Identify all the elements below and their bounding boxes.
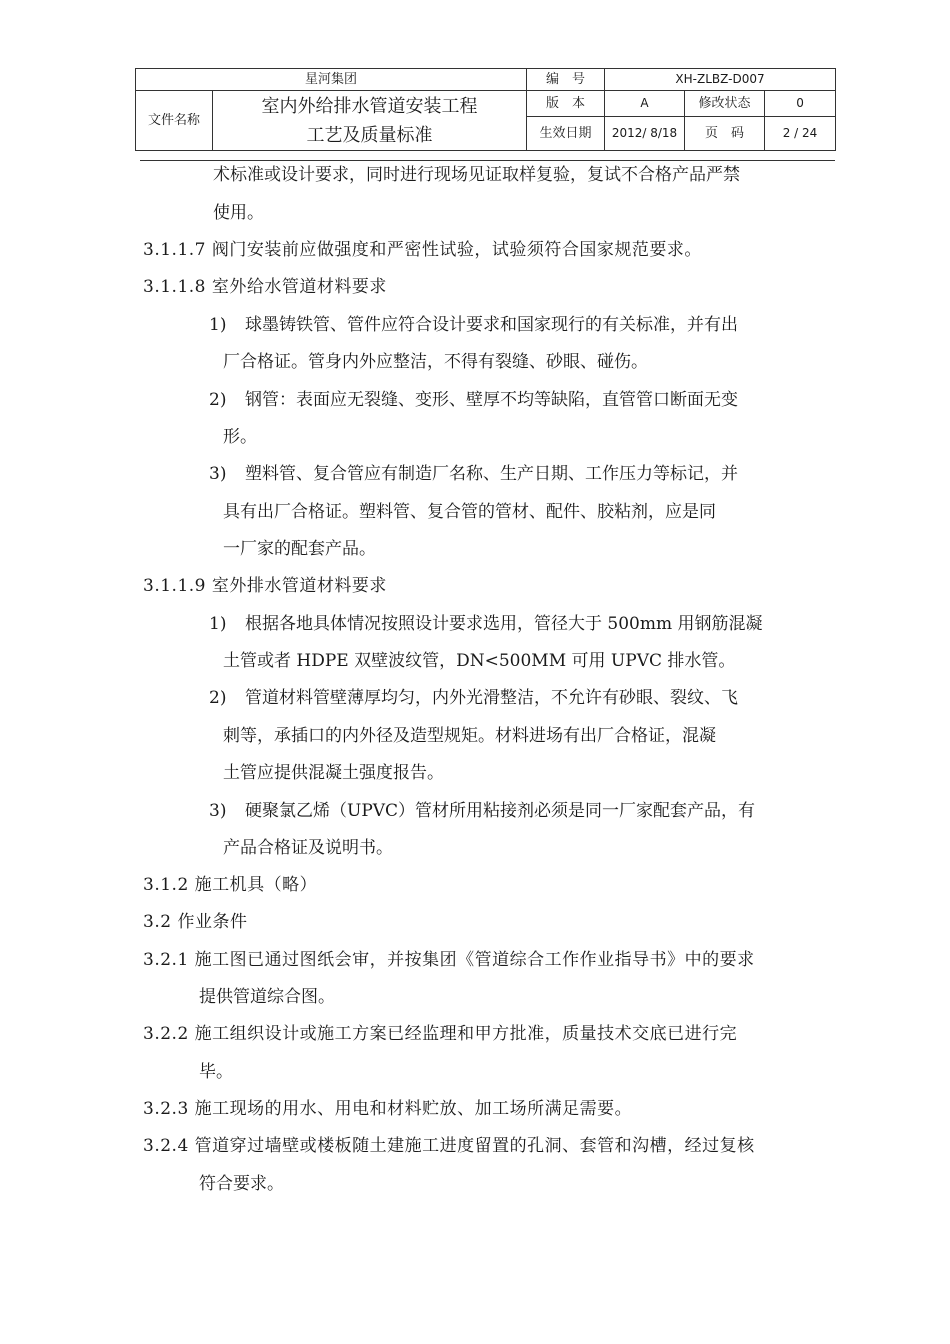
document-title-line2: 工艺及质量标准	[306, 124, 433, 146]
list-marker: 3)	[209, 464, 227, 484]
list-marker: 2)	[209, 688, 227, 708]
code-label: 编 号	[527, 69, 605, 91]
effective-date-value: 2012/ 8/18	[605, 117, 685, 151]
text-line: 形。	[223, 427, 257, 447]
code-value: XH-ZLBZ-D007	[605, 69, 836, 91]
text-line: 术标准或设计要求，同时进行现场见证取样复验，复试不合格产品严禁	[213, 165, 740, 185]
document-title-line1: 室内外给排水管道安装工程	[261, 95, 478, 117]
text-line: 厂合格证。管身内外应整洁，不得有裂缝、砂眼、碰伤。	[223, 352, 648, 372]
text-line: 一厂家的配套产品。	[223, 539, 376, 559]
section-3-2: 3.2 作业条件	[143, 912, 248, 932]
text-line: 产品合格证及说明书。	[223, 838, 393, 858]
list-marker: 1)	[209, 614, 227, 634]
text-line: 符合要求。	[199, 1174, 284, 1194]
clause-3-1-1-8: 3.1.1.8 室外给水管道材料要求	[143, 277, 387, 297]
page-number: 2 / 24	[765, 117, 836, 151]
text-line: 管道材料管壁薄厚均匀，内外光滑整洁，不允许有砂眼、裂纹、飞	[245, 688, 738, 708]
text-line: 土管或者 HDPE 双壁波纹管，DN<500MM 可用 UPVC 排水管。	[223, 651, 736, 671]
clause-3-1-1-9: 3.1.1.9 室外排水管道材料要求	[143, 576, 387, 596]
text-line: 毕。	[199, 1062, 233, 1082]
clause-3-1-1-7: 3.1.1.7 阀门安装前应做强度和严密性试验，试验须符合国家规范要求。	[143, 240, 702, 260]
header-divider	[140, 160, 835, 161]
text-line: 塑料管、复合管应有制造厂名称、生产日期、工作压力等标记，并	[245, 464, 738, 484]
file-name-label: 文件名称	[136, 91, 213, 151]
list-marker: 3)	[209, 801, 227, 821]
clause-3-1-2: 3.1.2 施工机具（略）	[143, 875, 318, 895]
company-name: 星河集团	[136, 69, 527, 91]
document-header-table	[135, 68, 836, 151]
version-label: 版 本	[527, 91, 605, 117]
clause-3-2-4: 3.2.4 管道穿过墙壁或楼板随土建施工进度留置的孔洞、套管和沟槽，经过复核	[143, 1136, 755, 1156]
clause-3-2-1: 3.2.1 施工图已通过图纸会审，并按集团《管道综合工作作业指导书》中的要求	[143, 950, 755, 970]
clause-3-2-3: 3.2.3 施工现场的用水、用电和材料贮放、加工场所满足需要。	[143, 1099, 633, 1119]
effective-date-label: 生效日期	[527, 117, 605, 151]
text-line: 具有出厂合格证。塑料管、复合管的管材、配件、胶粘剂，应是同	[223, 502, 716, 522]
revision-label: 修改状态	[685, 91, 765, 117]
version-value: A	[605, 91, 685, 117]
text-line: 钢管：表面应无裂缝、变形、壁厚不均等缺陷，直管管口断面无变	[245, 390, 738, 410]
list-marker: 2)	[209, 390, 227, 410]
list-marker: 1)	[209, 315, 227, 335]
revision-value: 0	[765, 91, 836, 117]
text-line: 硬聚氯乙烯（UPVC）管材所用粘接剂必须是同一厂家配套产品，有	[245, 801, 756, 821]
page-label: 页 码	[685, 117, 765, 151]
document-title	[213, 91, 527, 151]
text-line: 根据各地具体情况按照设计要求选用，管径大于 500mm 用钢筋混凝	[245, 614, 763, 634]
text-line: 土管应提供混凝土强度报告。	[223, 763, 444, 783]
text-line: 提供管道综合图。	[199, 987, 335, 1007]
text-line: 使用。	[213, 203, 264, 223]
clause-3-2-2: 3.2.2 施工组织设计或施工方案已经监理和甲方批准，质量技术交底已进行完	[143, 1024, 738, 1044]
text-line: 刺等，承插口的内外径及造型规矩。材料进场有出厂合格证，混凝	[223, 726, 716, 746]
text-line: 球墨铸铁管、管件应符合设计要求和国家现行的有关标准，并有出	[245, 315, 738, 335]
